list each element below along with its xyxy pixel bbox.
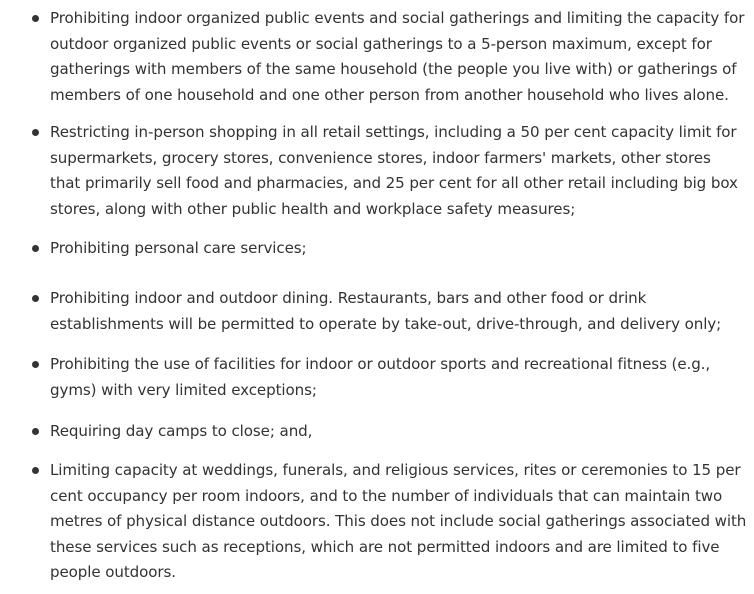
list-item-text [50,352,750,403]
text-line: gatherings with members of the same household (the people you live with) or gatherings of [50,60,737,78]
text-line: Restricting in-person shopping in all retail settings, including a 50 per cent capacity limit for [50,123,737,141]
text-line: Prohibiting personal care services; [50,239,307,257]
list-item-text [50,236,750,262]
text-line: outdoor organized public events or social gatherings to a 5-person maximum, except for [50,34,712,53]
text-line: people outdoors. [50,563,176,581]
bullet-icon [32,295,39,302]
text-line: gyms) with very limited exceptions; [50,380,317,399]
text-line: Prohibiting the use of facilities for indoor or outdoor sports and recreational fitness (e.g., [50,355,711,373]
text-line: supermarkets, grocery stores, convenience stores, indoor farmers' markets, other stores [50,148,711,167]
bullet-icon [32,467,39,474]
text-line: these services such as receptions, which are not permitted indoors and are limited to five [50,537,720,556]
bullet-icon [32,361,39,368]
text-line: Prohibiting indoor and outdoor dining. Restaurants, bars and other food or drink [50,289,647,307]
text-line: that primarily sell food and pharmacies, and 25 per cent for all other retail including big box [50,174,738,192]
text-line: Requiring day camps to close; and, [50,422,313,440]
text-line: Limiting capacity at weddings, funerals, and religious services, rites or ceremonies to 15 per [50,461,741,479]
list-item-text [50,120,750,222]
text-line: cent occupancy per room indoors, and to the number of individuals that can maintain two [50,486,723,505]
bullet-icon [32,245,39,252]
text-line: metres of physical distance outdoors. This does not include social gatherings associated with [50,512,747,530]
list-item-text [50,286,750,337]
list-item-text [50,6,750,108]
text-line: stores, along with other public health and workplace safety measures; [50,199,576,218]
bullet-icon [32,428,39,435]
bullet-icon [32,15,39,22]
list-item-text [50,458,750,586]
text-line: establishments will be permitted to operate by take-out, drive-through, and delivery only; [50,314,722,333]
text-line: members of one household and one other person from another household who lives alone. [50,85,729,104]
list-item-text [50,419,750,445]
bullet-icon [32,129,39,136]
text-line: Prohibiting indoor organized public events and social gatherings and limiting the capacity for [50,9,745,27]
